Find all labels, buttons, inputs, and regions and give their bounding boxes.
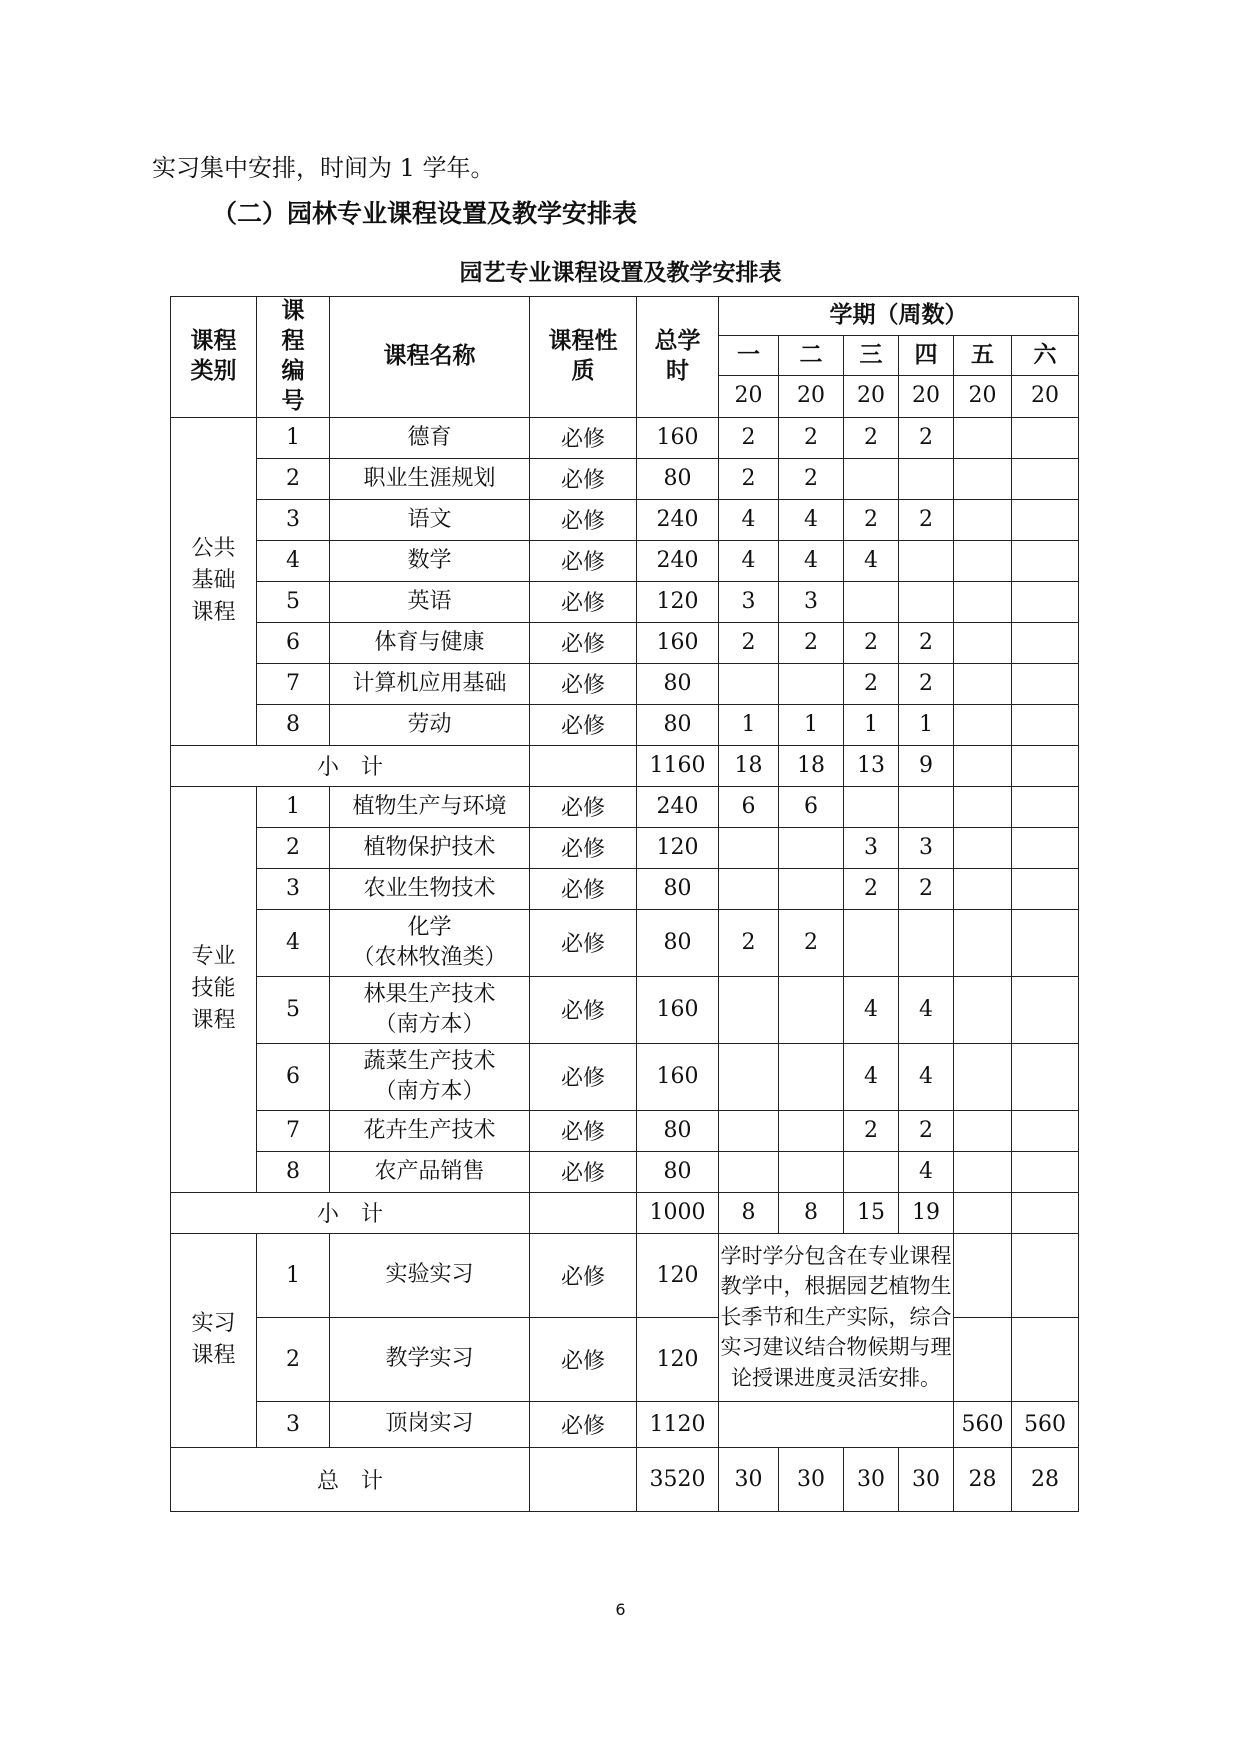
semester-hours: 3 [899, 827, 954, 868]
course-code: 4 [257, 540, 330, 581]
table-row [171, 786, 1079, 827]
semester-hours: 2 [844, 499, 899, 540]
course-nature: 必修 [530, 458, 637, 499]
course-name-text: 农产品销售 [374, 1158, 485, 1184]
header-code: 课程编号 [257, 297, 330, 418]
table-row [171, 417, 1079, 458]
semester-hours [1012, 1151, 1079, 1192]
course-nature: 必修 [530, 1043, 637, 1110]
semester-hours: 1 [779, 704, 844, 745]
semester-hours [954, 1110, 1012, 1151]
course-nature: 必修 [530, 581, 637, 622]
course-code: 7 [257, 663, 330, 704]
course-hours: 1120 [637, 1401, 719, 1447]
semester-hours: 4 [779, 499, 844, 540]
semester-weeks: 20 [719, 376, 779, 417]
semester-hours [954, 1151, 1012, 1192]
practice-note: 学时学分包含在专业课程教学中，根据园艺植物生长季节和生产实际，综合实习建议结合物候期与理论授课进度灵活安排。 [719, 1233, 954, 1401]
course-code: 5 [257, 581, 330, 622]
course-nature: 必修 [530, 827, 637, 868]
semester-hours: 2 [899, 417, 954, 458]
course-code: 8 [257, 704, 330, 745]
course-hours: 160 [637, 622, 719, 663]
semester-hours [1012, 1110, 1079, 1151]
category-public: 公共基础课程 [171, 417, 257, 745]
semester-hours [844, 786, 899, 827]
category-professional: 专业技能课程 [171, 786, 257, 1192]
subtotal-empty [530, 745, 637, 786]
total-semester: 30 [844, 1447, 899, 1511]
course-code: 3 [257, 499, 330, 540]
course-hours: 160 [637, 976, 719, 1043]
table-row [171, 827, 1079, 868]
course-name-note: （南方本） [374, 1078, 485, 1104]
total-semester: 28 [954, 1447, 1012, 1511]
table-row [171, 704, 1079, 745]
semester-hours: 1 [719, 704, 779, 745]
table-row [171, 540, 1079, 581]
semester-label: 一 [719, 336, 779, 376]
semester-hours [1012, 622, 1079, 663]
semester-hours: 2 [779, 909, 844, 976]
course-name-note: （农林牧渔类） [352, 944, 507, 970]
course-name-text: 英语 [407, 588, 452, 614]
total-hours: 3520 [637, 1447, 719, 1511]
semester-hours [779, 1151, 844, 1192]
course-name [330, 1043, 530, 1110]
course-name [330, 540, 530, 581]
table-row [171, 499, 1079, 540]
course-hours: 80 [637, 458, 719, 499]
semester-label: 五 [954, 336, 1012, 376]
total-semester: 30 [899, 1447, 954, 1511]
course-name [330, 1110, 530, 1151]
table-row [171, 868, 1079, 909]
table-row [171, 1401, 1079, 1447]
semester-hours [844, 909, 899, 976]
subtotal-hours: 1000 [637, 1192, 719, 1233]
semester-hours [719, 663, 779, 704]
semester-hours [1012, 417, 1079, 458]
subtotal-row [171, 1192, 1079, 1233]
course-name-text: 植物生产与环境 [352, 793, 507, 819]
subtotal-semester: 13 [844, 745, 899, 786]
semester-hours [719, 868, 779, 909]
course-nature: 必修 [530, 1110, 637, 1151]
semester-hours: 4 [844, 1043, 899, 1110]
semester-label: 二 [779, 336, 844, 376]
course-name-text: 农业生物技术 [363, 875, 496, 901]
course-hours: 80 [637, 868, 719, 909]
course-hours: 120 [637, 1317, 719, 1401]
table-row [171, 1151, 1079, 1192]
course-name [330, 704, 530, 745]
table-row [171, 622, 1079, 663]
semester-hours: 4 [719, 540, 779, 581]
semester-hours [899, 540, 954, 581]
course-name: 实验实习 [330, 1233, 530, 1317]
course-code: 6 [257, 622, 330, 663]
semester-weeks: 20 [899, 376, 954, 417]
course-name-text: 职业生涯规划 [363, 465, 496, 491]
table-row [171, 458, 1079, 499]
semester-hours [844, 1151, 899, 1192]
semester-hours: 560 [1012, 1401, 1079, 1447]
header-hours: 总学时 [637, 297, 719, 418]
intro-paragraph: 实习集中安排，时间为 1 学年。 [152, 154, 495, 182]
course-name-text: 数学 [407, 547, 452, 573]
semester-hours-merged [719, 1401, 954, 1447]
total-empty [530, 1447, 637, 1511]
total-row [171, 1447, 1079, 1511]
semester-hours [1012, 827, 1079, 868]
course-nature: 必修 [530, 622, 637, 663]
semester-hours: 2 [899, 499, 954, 540]
course-nature: 必修 [530, 909, 637, 976]
subtotal-semester: 18 [719, 745, 779, 786]
semester-hours: 2 [844, 417, 899, 458]
course-name [330, 663, 530, 704]
total-semester: 28 [1012, 1447, 1079, 1511]
course-name-text: 计算机应用基础 [352, 670, 507, 696]
semester-hours [1012, 499, 1079, 540]
course-code: 4 [257, 909, 330, 976]
semester-hours [954, 1317, 1012, 1401]
subtotal-empty [530, 1192, 637, 1233]
semester-hours [954, 976, 1012, 1043]
course-name-text: 林果生产技术 [363, 981, 496, 1007]
course-hours: 240 [637, 540, 719, 581]
semester-hours: 2 [899, 1110, 954, 1151]
course-code: 5 [257, 976, 330, 1043]
semester-hours: 4 [779, 540, 844, 581]
course-hours: 80 [637, 704, 719, 745]
semester-hours: 3 [779, 581, 844, 622]
semester-hours [1012, 663, 1079, 704]
course-hours: 80 [637, 909, 719, 976]
semester-hours: 2 [844, 622, 899, 663]
semester-hours [954, 540, 1012, 581]
course-name [330, 499, 530, 540]
course-schedule-table [170, 296, 1079, 1512]
semester-hours [954, 458, 1012, 499]
semester-hours: 2 [719, 622, 779, 663]
semester-hours [1012, 976, 1079, 1043]
course-nature: 必修 [530, 499, 637, 540]
course-name [330, 581, 530, 622]
header-name: 课程名称 [330, 297, 530, 418]
course-nature: 必修 [530, 1317, 637, 1401]
semester-hours: 2 [899, 663, 954, 704]
semester-hours [954, 786, 1012, 827]
semester-hours [719, 1043, 779, 1110]
semester-hours: 4 [844, 540, 899, 581]
semester-label: 四 [899, 336, 954, 376]
course-hours: 120 [637, 1233, 719, 1317]
course-name-text: 德育 [407, 424, 452, 450]
course-hours: 120 [637, 827, 719, 868]
semester-hours [719, 976, 779, 1043]
course-name-text: 化学 [407, 914, 452, 940]
semester-hours [844, 581, 899, 622]
semester-hours: 6 [779, 786, 844, 827]
course-code: 1 [257, 417, 330, 458]
semester-hours: 2 [844, 868, 899, 909]
semester-hours [779, 976, 844, 1043]
semester-hours: 1 [899, 704, 954, 745]
course-code: 3 [257, 868, 330, 909]
semester-label: 三 [844, 336, 899, 376]
subtotal-semester [1012, 745, 1079, 786]
semester-hours: 4 [899, 1151, 954, 1192]
semester-hours: 4 [899, 1043, 954, 1110]
subtotal-semester: 8 [719, 1192, 779, 1233]
semester-hours [954, 1233, 1012, 1317]
semester-hours [1012, 1317, 1079, 1401]
subtotal-semester [954, 1192, 1012, 1233]
semester-hours [954, 622, 1012, 663]
table-title: 园艺专业课程设置及教学安排表 [459, 260, 782, 286]
semester-hours [899, 909, 954, 976]
course-name-text: 劳动 [407, 711, 452, 737]
semester-weeks: 20 [844, 376, 899, 417]
course-name [330, 786, 530, 827]
semester-hours [719, 827, 779, 868]
semester-hours [1012, 704, 1079, 745]
semester-hours [1012, 1233, 1079, 1317]
course-name [330, 909, 530, 976]
semester-hours: 2 [779, 458, 844, 499]
course-nature: 必修 [530, 540, 637, 581]
course-name: 教学实习 [330, 1317, 530, 1401]
subtotal-label: 小 计 [171, 1192, 530, 1233]
subtotal-hours: 1160 [637, 745, 719, 786]
course-hours: 120 [637, 581, 719, 622]
table-row [171, 1110, 1079, 1151]
semester-hours [954, 663, 1012, 704]
course-hours: 160 [637, 417, 719, 458]
table-row [171, 581, 1079, 622]
course-name [330, 417, 530, 458]
course-name-text: 语文 [407, 506, 452, 532]
semester-hours [954, 499, 1012, 540]
course-name-text: 花卉生产技术 [363, 1117, 496, 1143]
semester-hours [779, 663, 844, 704]
semester-hours [719, 1110, 779, 1151]
course-code: 2 [257, 458, 330, 499]
course-name: 顶岗实习 [330, 1401, 530, 1447]
semester-weeks: 20 [1012, 376, 1079, 417]
semester-hours [954, 868, 1012, 909]
total-semester: 30 [779, 1447, 844, 1511]
course-code: 1 [257, 1233, 330, 1317]
semester-hours [719, 1151, 779, 1192]
subtotal-semester: 8 [779, 1192, 844, 1233]
course-nature: 必修 [530, 417, 637, 458]
semester-hours [1012, 458, 1079, 499]
semester-hours [1012, 868, 1079, 909]
course-code: 2 [257, 827, 330, 868]
course-code: 1 [257, 786, 330, 827]
table-row [171, 976, 1079, 1043]
course-name [330, 827, 530, 868]
subtotal-semester: 18 [779, 745, 844, 786]
semester-hours [844, 458, 899, 499]
semester-hours [954, 909, 1012, 976]
course-name [330, 458, 530, 499]
semester-label: 六 [1012, 336, 1079, 376]
course-name-note: （南方本） [374, 1011, 485, 1037]
semester-hours: 4 [899, 976, 954, 1043]
subtotal-semester [954, 745, 1012, 786]
total-semester: 30 [719, 1447, 779, 1511]
table-row [171, 1233, 1079, 1317]
course-code: 7 [257, 1110, 330, 1151]
header-semester: 学期（周数） [719, 297, 1079, 336]
semester-hours [779, 827, 844, 868]
course-nature: 必修 [530, 1401, 637, 1447]
course-name [330, 976, 530, 1043]
header-nature: 课程性质 [530, 297, 637, 418]
course-hours: 240 [637, 786, 719, 827]
semester-hours: 1 [844, 704, 899, 745]
course-nature: 必修 [530, 663, 637, 704]
course-nature: 必修 [530, 976, 637, 1043]
semester-hours: 2 [899, 622, 954, 663]
subtotal-row [171, 745, 1079, 786]
course-nature: 必修 [530, 1233, 637, 1317]
course-name [330, 1151, 530, 1192]
semester-hours [1012, 786, 1079, 827]
course-name-text: 植物保护技术 [363, 834, 496, 860]
course-hours: 80 [637, 1151, 719, 1192]
section-heading: （二）园林专业课程设置及教学安排表 [212, 199, 638, 228]
table-row [171, 909, 1079, 976]
total-label: 总 计 [171, 1447, 530, 1511]
semester-hours [1012, 1043, 1079, 1110]
semester-hours [899, 786, 954, 827]
course-hours: 80 [637, 1110, 719, 1151]
semester-hours: 2 [719, 417, 779, 458]
page-number: 6 [615, 1600, 626, 1619]
course-name [330, 622, 530, 663]
subtotal-label: 小 计 [171, 745, 530, 786]
semester-hours [899, 581, 954, 622]
semester-weeks: 20 [954, 376, 1012, 417]
semester-hours: 4 [844, 976, 899, 1043]
course-nature: 必修 [530, 868, 637, 909]
semester-hours [779, 1110, 844, 1151]
semester-hours [954, 417, 1012, 458]
semester-hours [779, 1043, 844, 1110]
semester-weeks: 20 [779, 376, 844, 417]
semester-hours [1012, 581, 1079, 622]
course-hours: 160 [637, 1043, 719, 1110]
course-hours: 240 [637, 499, 719, 540]
semester-hours [1012, 540, 1079, 581]
semester-hours: 6 [719, 786, 779, 827]
semester-hours [954, 827, 1012, 868]
semester-hours: 2 [779, 622, 844, 663]
semester-hours: 2 [779, 417, 844, 458]
semester-hours [1012, 909, 1079, 976]
semester-hours: 2 [844, 663, 899, 704]
course-name-text: 体育与健康 [374, 629, 485, 655]
course-code: 8 [257, 1151, 330, 1192]
course-nature: 必修 [530, 704, 637, 745]
semester-hours: 2 [899, 868, 954, 909]
table-row [171, 1043, 1079, 1110]
semester-hours [779, 868, 844, 909]
course-nature: 必修 [530, 786, 637, 827]
table-row [171, 663, 1079, 704]
subtotal-semester [1012, 1192, 1079, 1233]
subtotal-semester: 15 [844, 1192, 899, 1233]
subtotal-semester: 19 [899, 1192, 954, 1233]
semester-hours [899, 458, 954, 499]
header-category: 课程类别 [171, 297, 257, 418]
semester-hours [954, 581, 1012, 622]
course-code: 3 [257, 1401, 330, 1447]
course-code: 6 [257, 1043, 330, 1110]
semester-hours: 2 [844, 1110, 899, 1151]
semester-hours: 4 [719, 499, 779, 540]
course-code: 2 [257, 1317, 330, 1401]
semester-hours [954, 704, 1012, 745]
course-hours: 80 [637, 663, 719, 704]
semester-hours: 3 [844, 827, 899, 868]
subtotal-semester: 9 [899, 745, 954, 786]
category-practice: 实习课程 [171, 1233, 257, 1447]
semester-hours: 2 [719, 458, 779, 499]
semester-hours [954, 1043, 1012, 1110]
course-name-text: 蔬菜生产技术 [363, 1048, 496, 1074]
course-nature: 必修 [530, 1151, 637, 1192]
semester-hours: 3 [719, 581, 779, 622]
semester-hours: 2 [719, 909, 779, 976]
semester-hours: 560 [954, 1401, 1012, 1447]
course-name [330, 868, 530, 909]
